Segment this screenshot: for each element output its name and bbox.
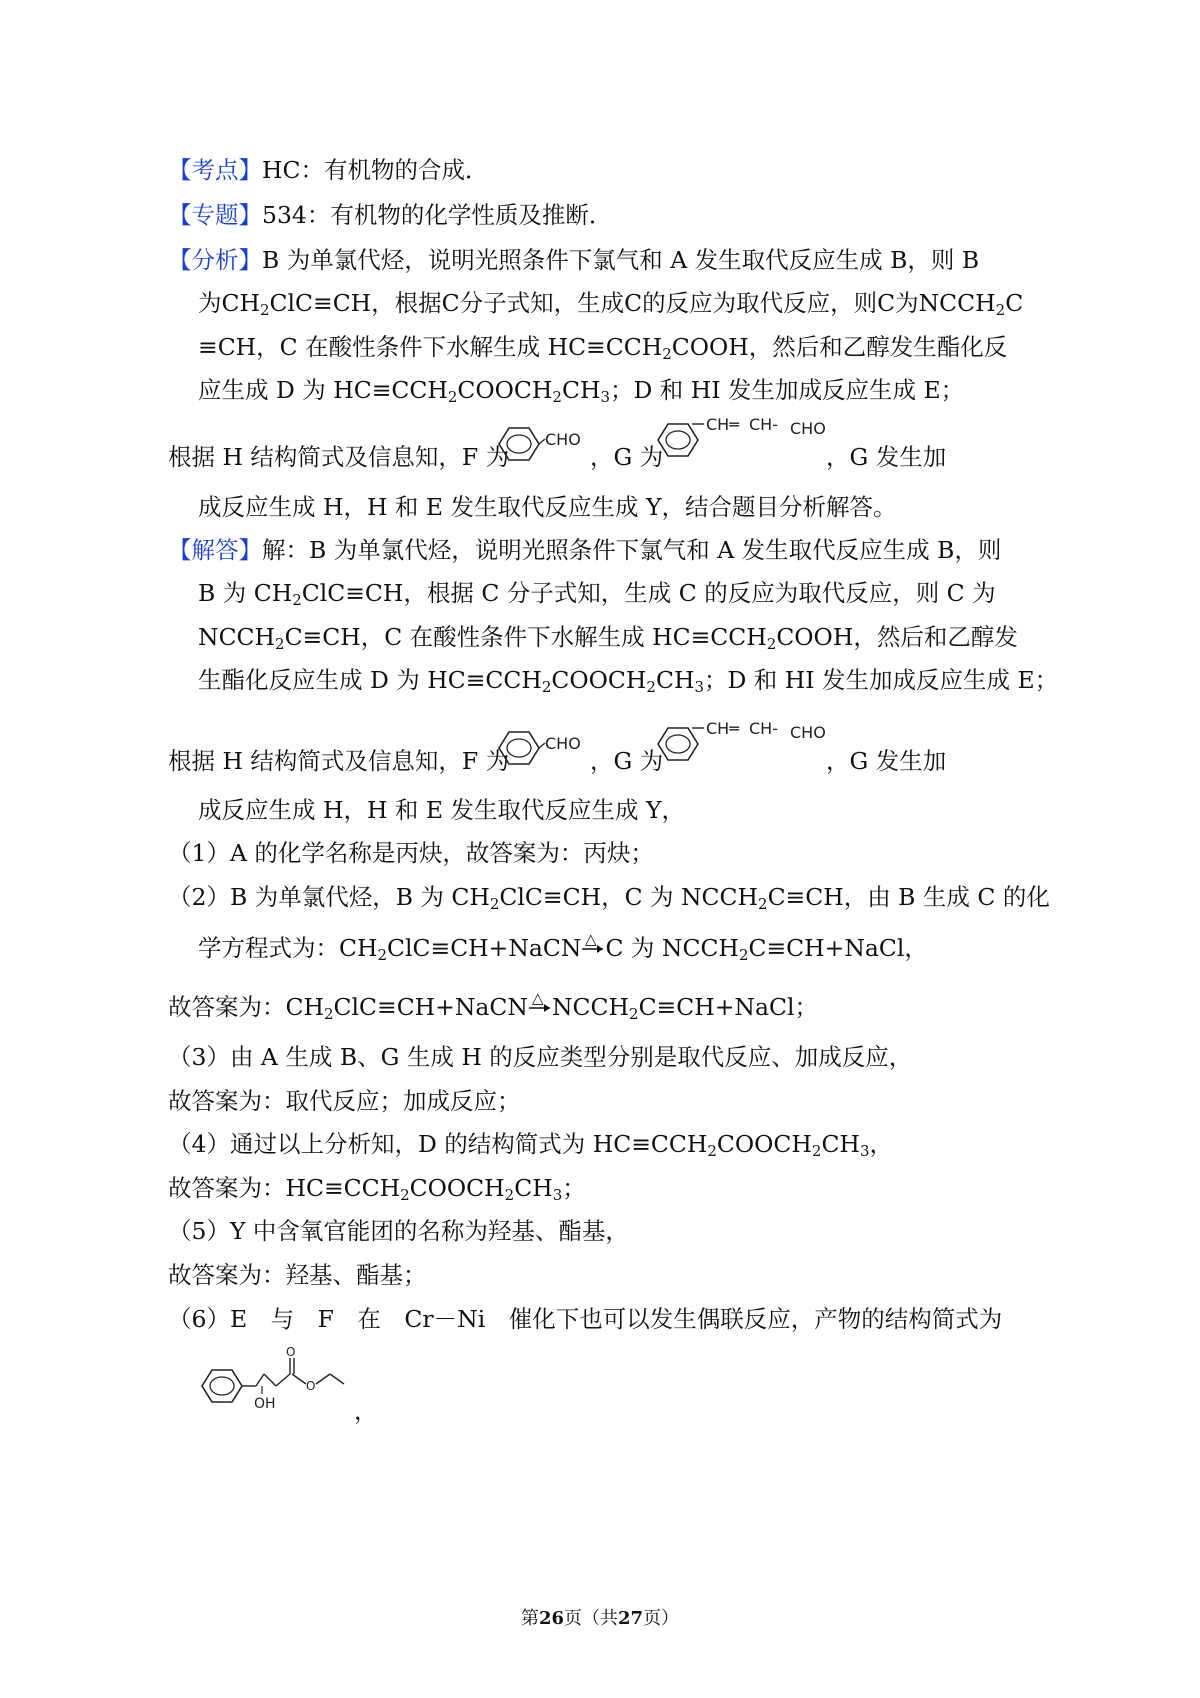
subscript: 2 <box>646 678 656 696</box>
fenxi-line-2 <box>198 286 1023 320</box>
q5-line-2 <box>168 1258 427 1292</box>
aromatic-circle <box>507 739 531 757</box>
text-run: C 为 NCCH <box>605 934 739 962</box>
benzene-ring <box>202 1370 242 1402</box>
jieda-line-2 <box>198 576 996 610</box>
text-run: （6）E 与 F 在 Cr－Ni 催化下也可以发生偶联反应，产物的结构简式为 <box>168 1305 1003 1333</box>
zhuanti-label: 【专题】 <box>168 201 262 229</box>
bond <box>256 1374 264 1386</box>
fenxi-label: 【分析】 <box>168 246 262 274</box>
subscript: 2 <box>662 345 672 363</box>
text-run: ClC≡CH+NaCN <box>387 934 582 962</box>
subscript: 2 <box>323 1005 334 1023</box>
text-run: 成反应生成 H，H 和 E 发生取代反应生成 Y， <box>198 796 686 824</box>
subscript: 2 <box>758 895 768 913</box>
subscript: 2 <box>504 1186 515 1204</box>
text-run: ， <box>869 1130 893 1158</box>
text-run: ClC≡CH，根据 C 分子式知，生成 C 的反应为取代反应，则 C 为 <box>301 579 996 607</box>
footer-text: 第 <box>520 1608 539 1629</box>
product-structure <box>196 1344 366 1424</box>
text-run: COOH，然后和乙醇发生酯化反 <box>671 333 1008 361</box>
text-run: ， <box>354 1397 378 1425</box>
q6-tail <box>354 1394 378 1428</box>
text-run: 解：B 为单氯代烃，说明光照条件下氯气和 A 发生取代反应生成 B，则 <box>262 536 1002 564</box>
subscript: 2 <box>766 635 777 653</box>
text-run: 故答案为：CH <box>168 993 324 1021</box>
q3-line-2 <box>168 1084 521 1118</box>
ch-label-2: CH- <box>749 719 778 738</box>
q1-line <box>168 836 654 870</box>
ch-label-1: CH═ <box>706 719 739 738</box>
bond <box>316 1374 330 1384</box>
q2-line-3 <box>168 990 818 1024</box>
fenxi-line-5b <box>590 440 663 474</box>
text-run: ，G 为 <box>590 747 664 775</box>
footer-text: 页（共 <box>564 1608 618 1629</box>
subscript: 3 <box>694 678 704 696</box>
benzaldehyde-structure-f2 <box>487 724 587 774</box>
subscript: 2 <box>629 1005 639 1023</box>
q3-line-1 <box>168 1040 912 1074</box>
fenxi-line-6 <box>198 490 897 524</box>
jieda-line-5b <box>590 744 663 778</box>
kaodian-line <box>168 153 488 187</box>
zhuanti-text: 534：有机物的化学性质及推断． <box>262 201 613 229</box>
ch-label-1: CH═ <box>706 415 739 434</box>
subscript: 2 <box>447 388 458 406</box>
benzaldehyde-structure-f1 <box>487 420 587 470</box>
text-run: ； <box>562 1174 586 1202</box>
text-run: 根据 H 结构简式及信息知，F 为 <box>168 443 510 471</box>
text-run: ；D 和 HI 发生加成反应生成 E； <box>704 666 1059 694</box>
text-run: C≡CH，C 在酸性条件下水解生成 HC≡CCH <box>284 623 767 651</box>
q4-line-1 <box>168 1127 893 1161</box>
text-run: C <box>1005 289 1024 317</box>
text-run: （2）B 为单氯代烃，B 为 CH <box>168 883 490 911</box>
page-footer <box>0 1604 1200 1630</box>
text-run: ClC≡CH+NaCN <box>333 993 528 1021</box>
jieda-label: 【解答】 <box>168 536 262 564</box>
aromatic-circle <box>666 431 690 449</box>
q5-line-1 <box>168 1214 629 1248</box>
fenxi-line-4 <box>198 373 964 407</box>
subscript: 2 <box>489 895 500 913</box>
subscript: 2 <box>292 591 302 609</box>
text-run: CH <box>561 376 601 404</box>
cinnamaldehyde-structure-g1 <box>654 410 834 470</box>
cho-label: CHO <box>545 734 581 753</box>
text-run: COOCH <box>551 666 647 694</box>
bond <box>276 1374 290 1386</box>
text-run: ，G 为 <box>590 443 664 471</box>
text-run: （5）Y 中含氧官能团的名称为羟基、酯基， <box>168 1217 629 1245</box>
text-run: （3）由 A 生成 B、G 生成 H 的反应类型分别是取代反应、加成反应， <box>168 1043 913 1071</box>
fenxi-line-1 <box>168 243 979 277</box>
cinnamaldehyde-structure-g2 <box>654 714 834 774</box>
heat-arrow <box>528 991 552 1017</box>
text-run: ≡CH，C 在酸性条件下水解生成 HC≡CCH <box>198 333 663 361</box>
text-run: COOCH <box>457 376 553 404</box>
text-run: （1）A 的化学名称是丙炔，故答案为：丙炔； <box>168 839 654 867</box>
oh-label: OH <box>254 1396 276 1412</box>
ch-label-2: CH- <box>749 415 778 434</box>
text-run: 为CH <box>198 289 260 317</box>
benzene-ring <box>658 728 698 760</box>
text-run: ClC≡CH，根据C分子式知，生成C的反应为取代反应，则C为NCCH <box>269 289 996 317</box>
arrow-head <box>544 1004 550 1012</box>
subscript: 2 <box>811 1142 822 1160</box>
text-run: NCCH <box>551 993 630 1021</box>
subscript: 2 <box>275 635 285 653</box>
aromatic-circle <box>507 435 531 453</box>
jieda-line-6 <box>198 793 685 827</box>
text-run: COOCH <box>716 1130 812 1158</box>
heat-arrow-svg <box>581 932 605 958</box>
q2-line-1 <box>168 880 1050 914</box>
heat-symbol: △ <box>531 991 544 1007</box>
heat-symbol: △ <box>585 932 598 948</box>
jieda-line-4 <box>198 663 1058 697</box>
text-run: CH <box>821 1130 860 1158</box>
subscript: 2 <box>552 388 562 406</box>
fenxi-line-3 <box>198 330 1007 364</box>
fenxi-text-1: B 为单氯代烃，说明光照条件下氯气和 A 发生取代反应生成 B，则 B <box>262 246 980 274</box>
text-run: 故答案为：羟基、酯基； <box>168 1261 427 1289</box>
subscript: 2 <box>541 678 552 696</box>
jieda-line-5 <box>168 744 509 778</box>
benzene-ring <box>499 428 539 460</box>
text-run: ；D 和 HI 发生加成反应生成 E； <box>610 376 965 404</box>
subscript: 2 <box>995 301 1006 319</box>
jieda-line-3 <box>198 620 1018 654</box>
aromatic-circle <box>666 735 690 753</box>
footer-text: 页） <box>643 1608 680 1629</box>
arrow-head <box>597 945 603 953</box>
cho-label: CHO <box>545 430 581 449</box>
bond <box>330 1374 344 1384</box>
text-run: C≡CH+NaCl； <box>638 993 818 1021</box>
carbonyl-o: O <box>286 1345 296 1359</box>
fenxi-line-5c <box>826 440 946 474</box>
q4-line-2 <box>168 1171 586 1205</box>
heat-arrow-svg <box>528 991 552 1017</box>
q2-line-2 <box>198 931 928 965</box>
text-run: 故答案为：HC≡CCH <box>168 1174 401 1202</box>
subscript: 2 <box>377 946 388 964</box>
text-run: ，G 发生加 <box>826 443 947 471</box>
bond <box>264 1374 276 1386</box>
text-run: COOH，然后和乙醇发 <box>776 623 1018 651</box>
text-run: NCCH <box>198 623 276 651</box>
text-run: CH <box>655 666 695 694</box>
bond <box>292 1374 306 1384</box>
text-run: C≡CH+NaCl， <box>748 934 928 962</box>
jieda-line-1 <box>168 533 1001 567</box>
kaodian-label: 【考点】 <box>168 156 262 184</box>
text-run: 成反应生成 H，H 和 E 发生取代反应生成 Y，结合题目分析解答。 <box>198 493 897 521</box>
text-run: ，G 发生加 <box>826 747 947 775</box>
subscript: 3 <box>600 388 610 406</box>
benzene-ring <box>658 424 698 456</box>
subscript: 3 <box>859 1142 870 1160</box>
page-number: 26 <box>538 1608 564 1629</box>
subscript: 3 <box>552 1186 563 1204</box>
text-run: CH <box>514 1174 553 1202</box>
jieda-line-5c <box>826 744 946 778</box>
ester-o: O <box>306 1379 316 1393</box>
subscript: 2 <box>400 1186 410 1204</box>
zhuanti-line <box>168 198 612 232</box>
fenxi-line-5 <box>168 440 509 474</box>
text-run: ClC≡CH，C 为 NCCH <box>499 883 759 911</box>
cho-label: CHO <box>790 723 826 742</box>
text-run: B 为 CH <box>198 579 293 607</box>
text-run: 故答案为：取代反应；加成反应； <box>168 1087 521 1115</box>
text-run: 根据 H 结构简式及信息知，F 为 <box>168 747 510 775</box>
text-run: （4）通过以上分析知，D 的结构简式为 HC≡CCH <box>168 1130 708 1158</box>
benzene-ring <box>499 732 539 764</box>
subscript: 2 <box>707 1142 717 1160</box>
text-run: 生酯化反应生成 D 为 HC≡CCH <box>198 666 542 694</box>
subscript: 2 <box>738 946 749 964</box>
subscript: 2 <box>259 301 270 319</box>
heat-arrow <box>581 932 605 958</box>
text-run: C≡CH，由 B 生成 C 的化 <box>767 883 1050 911</box>
kaodian-text: HC：有机物的合成． <box>262 156 489 184</box>
total-pages: 27 <box>618 1608 644 1629</box>
aromatic-circle <box>210 1377 234 1395</box>
cho-label: CHO <box>790 419 826 438</box>
text-run: 应生成 D 为 HC≡CCH <box>198 376 448 404</box>
text-run: 学方程式为：CH <box>198 934 378 962</box>
q6-line-1 <box>168 1302 1002 1336</box>
text-run: COOCH <box>409 1174 505 1202</box>
